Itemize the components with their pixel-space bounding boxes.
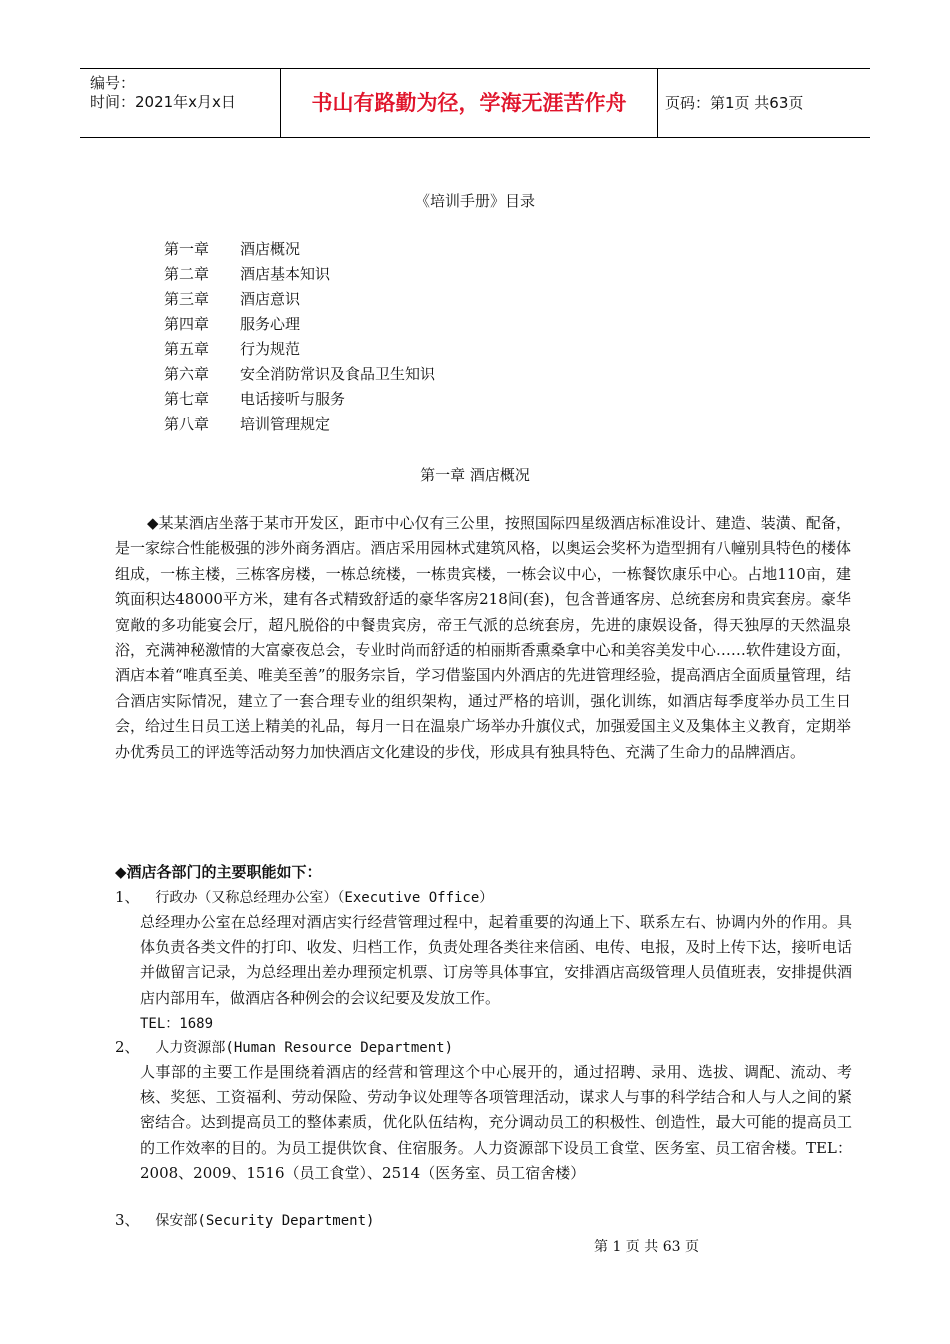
toc-title: 《培训手册》目录 <box>414 192 535 210</box>
toc-item: 第八章 培训管理规定 <box>164 415 331 433</box>
department-tel: TEL：1689 <box>140 1016 214 1032</box>
toc-item: 第一章 酒店概况 <box>164 240 301 258</box>
department-desc: 总经理办公室在总经理对酒店实行经营管理过程中，起着重要的沟通上下、联系左右、协调内外的作用。具体负责各类文件的打印、收发、归档工作，负责处理各类往来信函、电传、电报，及时上传下达，接听电话并做留言记录，为总经理出差办理预定机票、订房等具体事宜，安排酒店高级管理人员值班表，安排提供酒店内部用车，做酒店各种例会的会议纪要及发放工作。 <box>140 913 852 1007</box>
toc-item: 第三章 酒店意识 <box>164 290 301 308</box>
chapter-intro: ◆某某酒店坐落于某市开发区，距市中心仅有三公里，按照国际四星级酒店标准设计、建造、装潢、配备，是一家综合性能极强的涉外商务酒店。酒店采用园林式建筑风格，以奥运会奖杯为造型拥有八幢别具特色的楼体组成，一栋主楼，三栋客房楼，一栋总统楼，一栋贵宾楼，一栋会议中心，一栋餐饮康乐中心。占地110亩，建筑面积达48000平方米，建有各式精致舒适的豪华客房218间(套)，包含普通客房、总统套房和贵宾套房。豪华宽敞的多功能宴会厅，超凡脱俗的中餐贵宾房，帝王气派的总统套房，先进的康娱设备，得天独厚的天然温泉浴，充满神秘激情的大富豪夜总会，专业时尚而舒适的柏丽斯香熏桑拿中心和美容美发中心……软件建设方面，酒店本着“唯真至美、唯美至善”的服务宗旨，学习借鉴国内外酒店的先进管理经验，提高酒店全面质量管理，结合酒店实际情况，建立了一套合理专业的组织架构，通过严格的培训，强化训练，如酒店每季度举办员工生日会，给过生日员工送上精美的礼品，每月一日在温泉广场举办升旗仪式，加强爱国主义及集体主义教育，定期举办优秀员工的评选等活动努力加快酒店文化建设的步伐，形成具有独具特色、充满了生命力的品牌酒店。 <box>115 514 851 761</box>
header-meta <box>80 69 280 137</box>
toc-item: 第六章 安全消防常识及食品卫生知识 <box>164 365 436 383</box>
header-motto: 书山有路勤为径，学海无涯苦作舟 <box>311 91 627 115</box>
page-footer: 第 1 页 共 63 页 <box>594 1239 699 1255</box>
date-label: 时间：2021年x月x日 <box>90 93 236 111</box>
page-header <box>80 68 870 138</box>
toc-item: 第四章 服务心理 <box>164 315 301 333</box>
departments-heading: ◆酒店各部门的主要职能如下： <box>115 863 322 881</box>
department-item: 1、 行政办（又称总经理办公室）（Executive Office） <box>115 888 494 906</box>
toc-item: 第二章 酒店基本知识 <box>164 265 331 283</box>
toc-item: 第五章 行为规范 <box>164 340 301 358</box>
chapter-title: 第一章 酒店概况 <box>420 466 530 484</box>
number-label: 编号： <box>90 74 136 92</box>
department-item: 3、 保安部(Security Department) <box>115 1211 375 1229</box>
toc-item: 第七章 电话接听与服务 <box>164 390 346 408</box>
department-item: 2、 人力资源部(Human Resource Department) <box>115 1038 454 1056</box>
header-page-label: 页码：第1页 共63页 <box>665 94 804 112</box>
toc-list <box>164 237 435 437</box>
header-divider <box>657 69 658 137</box>
department-desc: 人事部的主要工作是围绕着酒店的经营和管理这个中心展开的，通过招聘、录用、选拔、调配、流动、考核、奖惩、工资福利、劳动保险、劳动争议处理等各项管理活动，谋求人与事的科学结合和人与人之间的紧密结合。达到提高员工的整体素质，优化队伍结构，充分调动员工的积极性、创造性，最大可能的提高员工的工作效率的目的。为员工提供饮食、住宿服务。人力资源部下设员工食堂、医务室、员工宿舍楼。TEL：2008、2009、1516（员工食堂）、2514（医务室、员工宿舍楼） <box>140 1063 852 1182</box>
